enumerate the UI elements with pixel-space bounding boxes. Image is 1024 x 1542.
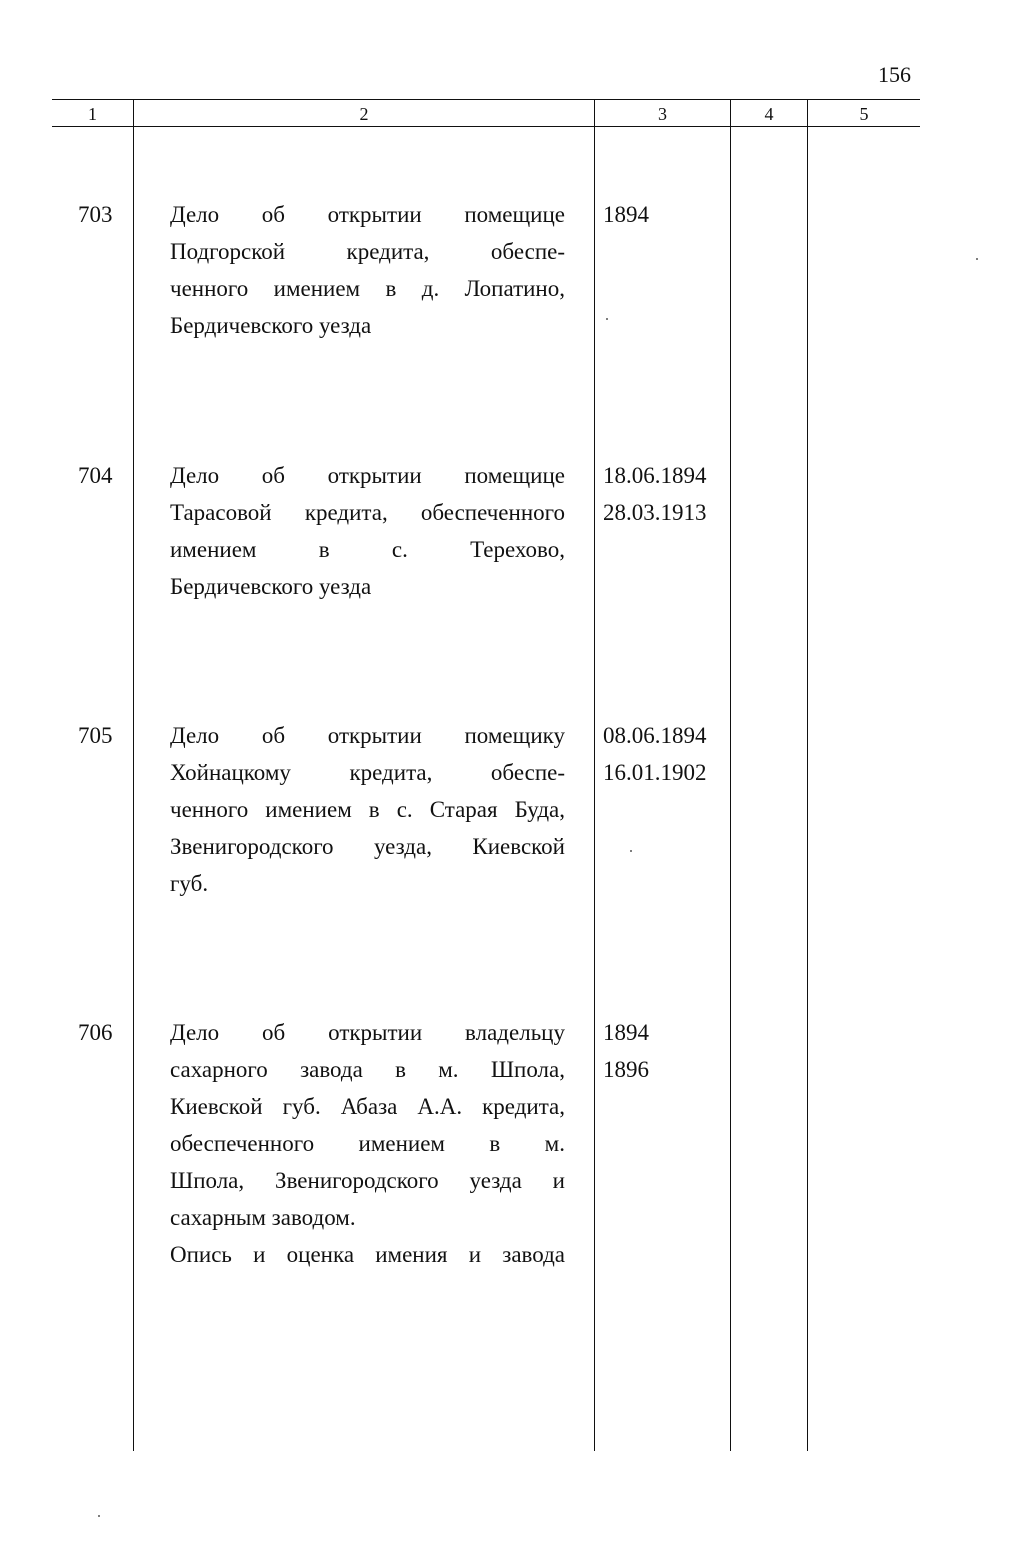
description-line: имением в с. Терехово, (170, 537, 565, 562)
description-line: сахарного завода в м. Шпола, (170, 1057, 565, 1082)
description-line: Опись и оценка имения и завода (170, 1242, 565, 1267)
entry-number: 704 (78, 463, 113, 488)
description-line: Хойнацкому кредита, обеспе- (170, 760, 565, 785)
entry-date: 1894 (603, 202, 649, 227)
scan-speck (630, 850, 632, 852)
entry-description (170, 717, 565, 902)
column-header-4: 4 (764, 104, 774, 124)
description-line: Дело об открытии помещице (170, 463, 565, 488)
column-divider-2-3 (594, 99, 595, 1451)
entry-date: 1896 (603, 1057, 649, 1082)
description-line: ченного имением в д. Лопатино, (170, 276, 565, 301)
entry-number: 703 (78, 202, 113, 227)
entry-date: 18.06.1894 (603, 463, 707, 488)
description-line: Тарасовой кредита, обеспеченного (170, 500, 565, 525)
description-line: обеспеченного имением в м. (170, 1131, 565, 1156)
column-divider-1-2 (133, 99, 134, 1451)
description-line: Дело об открытии помещику (170, 723, 565, 748)
description-line: губ. (170, 871, 209, 896)
header-bottom-rule (52, 126, 920, 127)
description-line: Дело об открытии помещице (170, 202, 565, 227)
description-line: Шпола, Звенигородского уезда и (170, 1168, 565, 1193)
scan-speck (976, 258, 978, 260)
entry-date: 1894 (603, 1020, 649, 1045)
description-line: Дело об открытии владельцу (170, 1020, 565, 1045)
description-line: Подгорской кредита, обеспе- (170, 239, 565, 264)
entry-number: 706 (78, 1020, 113, 1045)
entry-date: 28.03.1913 (603, 500, 707, 525)
description-line: сахарным заводом. (170, 1205, 356, 1230)
column-header-2: 2 (359, 104, 369, 124)
entry-date: 16.01.1902 (603, 760, 707, 785)
scan-speck (606, 318, 608, 320)
entry-dates (603, 1014, 649, 1088)
column-header-1: 1 (88, 104, 97, 124)
entry-number: 705 (78, 723, 113, 748)
entry-dates (603, 717, 707, 791)
table-top-rule (52, 99, 920, 100)
entry-description (170, 1014, 565, 1273)
column-divider-4-5 (807, 99, 808, 1451)
entry-dates (603, 457, 707, 531)
description-line: Бердичевского уезда (170, 313, 372, 338)
entry-date: 08.06.1894 (603, 723, 707, 748)
entry-description (170, 457, 565, 605)
scan-speck (98, 1515, 100, 1517)
column-divider-3-4 (730, 99, 731, 1451)
description-line: Киевской губ. Абаза А.А. кредита, (170, 1094, 565, 1119)
description-line: Звенигородского уезда, Киевской (170, 834, 565, 859)
column-header-5: 5 (859, 104, 869, 124)
column-header-3: 3 (658, 104, 667, 124)
entry-dates (603, 196, 649, 233)
page-number: 156 (878, 62, 911, 87)
description-line: Бердичевского уезда (170, 574, 372, 599)
description-line: ченного имением в с. Старая Буда, (170, 797, 565, 822)
entry-description (170, 196, 565, 344)
